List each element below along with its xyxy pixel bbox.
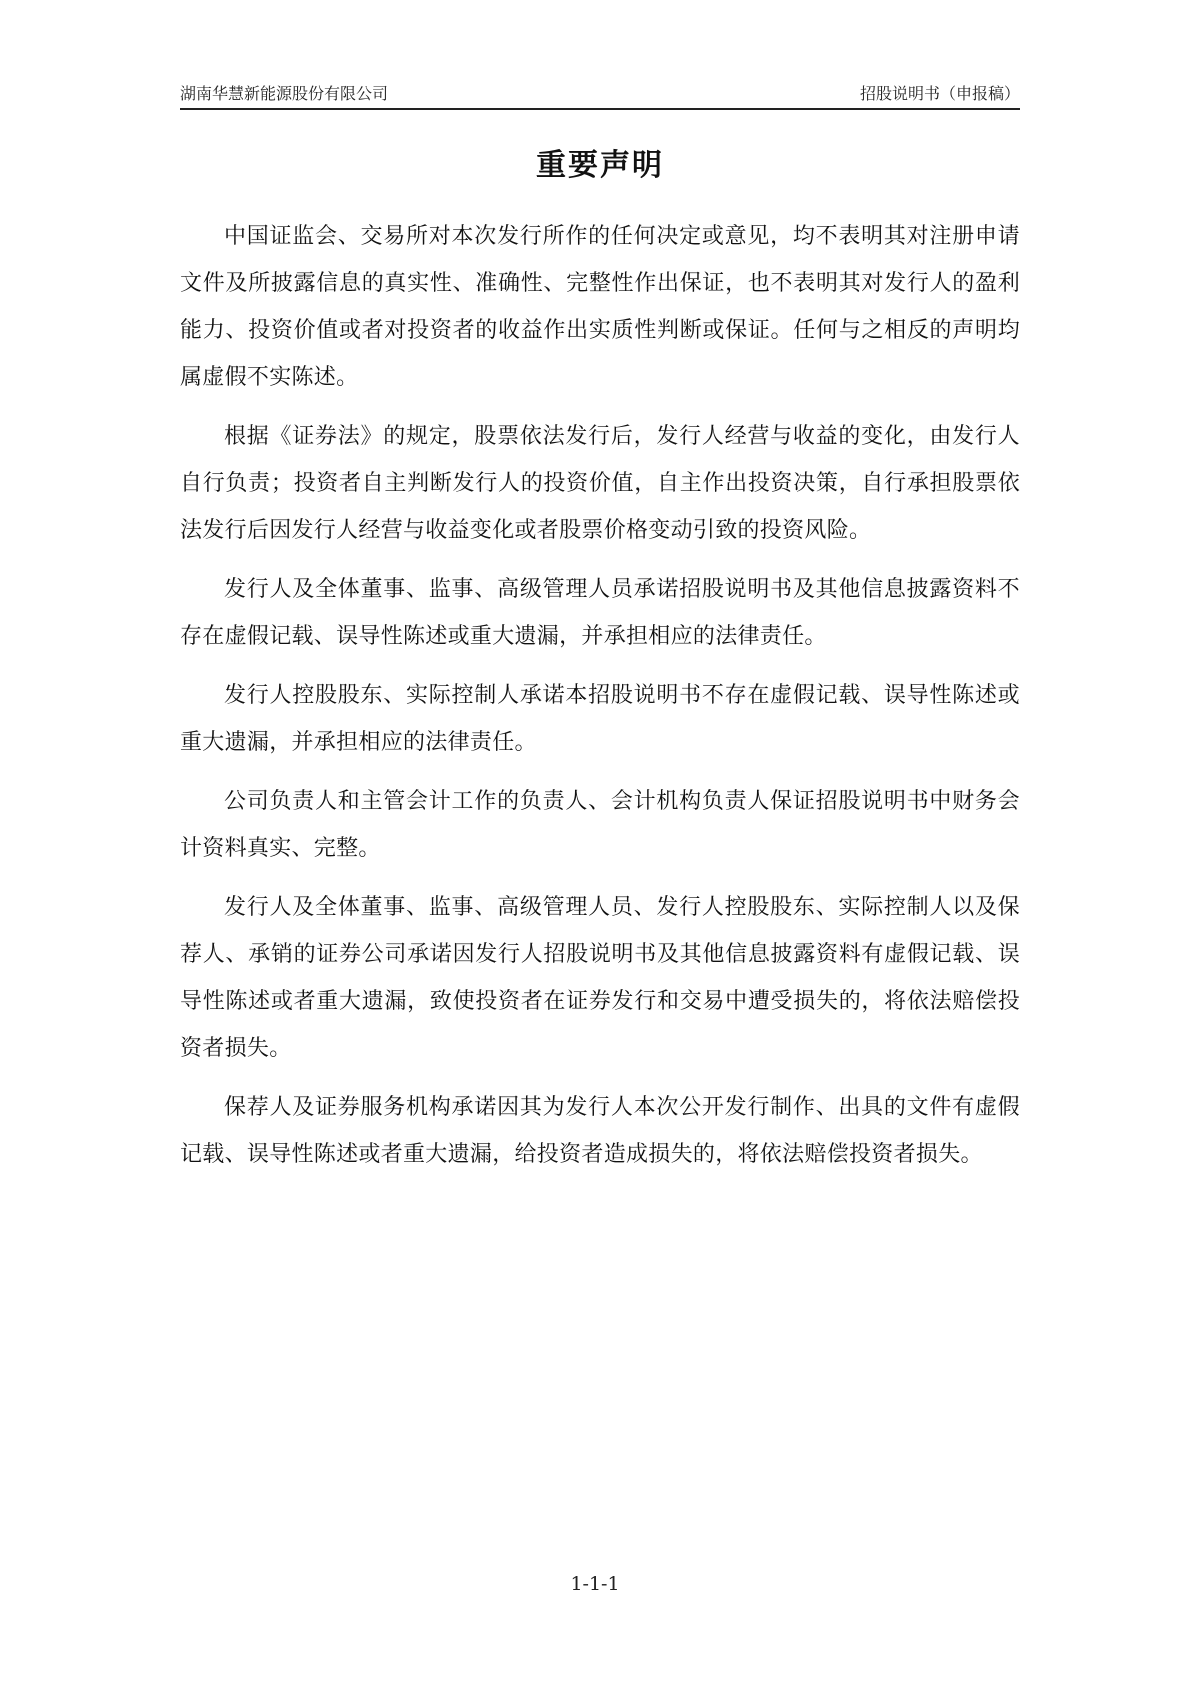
paragraph-4: 发行人控股股东、实际控制人承诺本招股说明书不存在虚假记载、误导性陈述或重大遗漏，并承担相应的法律责任。 [180, 683, 1020, 755]
header-document-type: 招股说明书（申报稿） [859, 84, 1020, 103]
paragraph-2: 根据《证券法》的规定，股票依法发行后，发行人经营与收益的变化，由发行人自行负责；投资者自主判断发行人的投资价值，自主作出投资决策，自行承担股票依法发行后因发行人经营与收益变化或者股票价格变动引致的投资风险。 [180, 424, 1020, 543]
page-title: 重要声明 [536, 148, 664, 183]
paragraph-1: 中国证监会、交易所对本次发行所作的任何决定或意见，均不表明其对注册申请文件及所披露信息的真实性、准确性、完整性作出保证，也不表明其对发行人的盈利能力、投资价值或者对投资者的收益作出实质性判断或保证。任何与之相反的声明均属虚假不实陈述。 [180, 224, 1020, 390]
paragraph-5: 公司负责人和主管会计工作的负责人、会计机构负责人保证招股说明书中财务会计资料真实、完整。 [180, 789, 1020, 861]
page-header [180, 82, 1020, 110]
statement-body [180, 213, 1020, 1190]
paragraph-6: 发行人及全体董事、监事、高级管理人员、发行人控股股东、实际控制人以及保荐人、承销的证券公司承诺因发行人招股说明书及其他信息披露资料有虚假记载、误导性陈述或者重大遗漏，致使投资者在证券发行和交易中遭受损失的，将依法赔偿投资者损失。 [180, 895, 1020, 1061]
paragraph-3: 发行人及全体董事、监事、高级管理人员承诺招股说明书及其他信息披露资料不存在虚假记载、误导性陈述或重大遗漏，并承担相应的法律责任。 [180, 577, 1020, 649]
paragraph-7: 保荐人及证券服务机构承诺因其为发行人本次公开发行制作、出具的文件有虚假记载、误导性陈述或者重大遗漏，给投资者造成损失的，将依法赔偿投资者损失。 [180, 1095, 1020, 1167]
page-number: 1-1-1 [570, 1573, 620, 1595]
header-company-name: 湖南华慧新能源股份有限公司 [180, 84, 389, 103]
